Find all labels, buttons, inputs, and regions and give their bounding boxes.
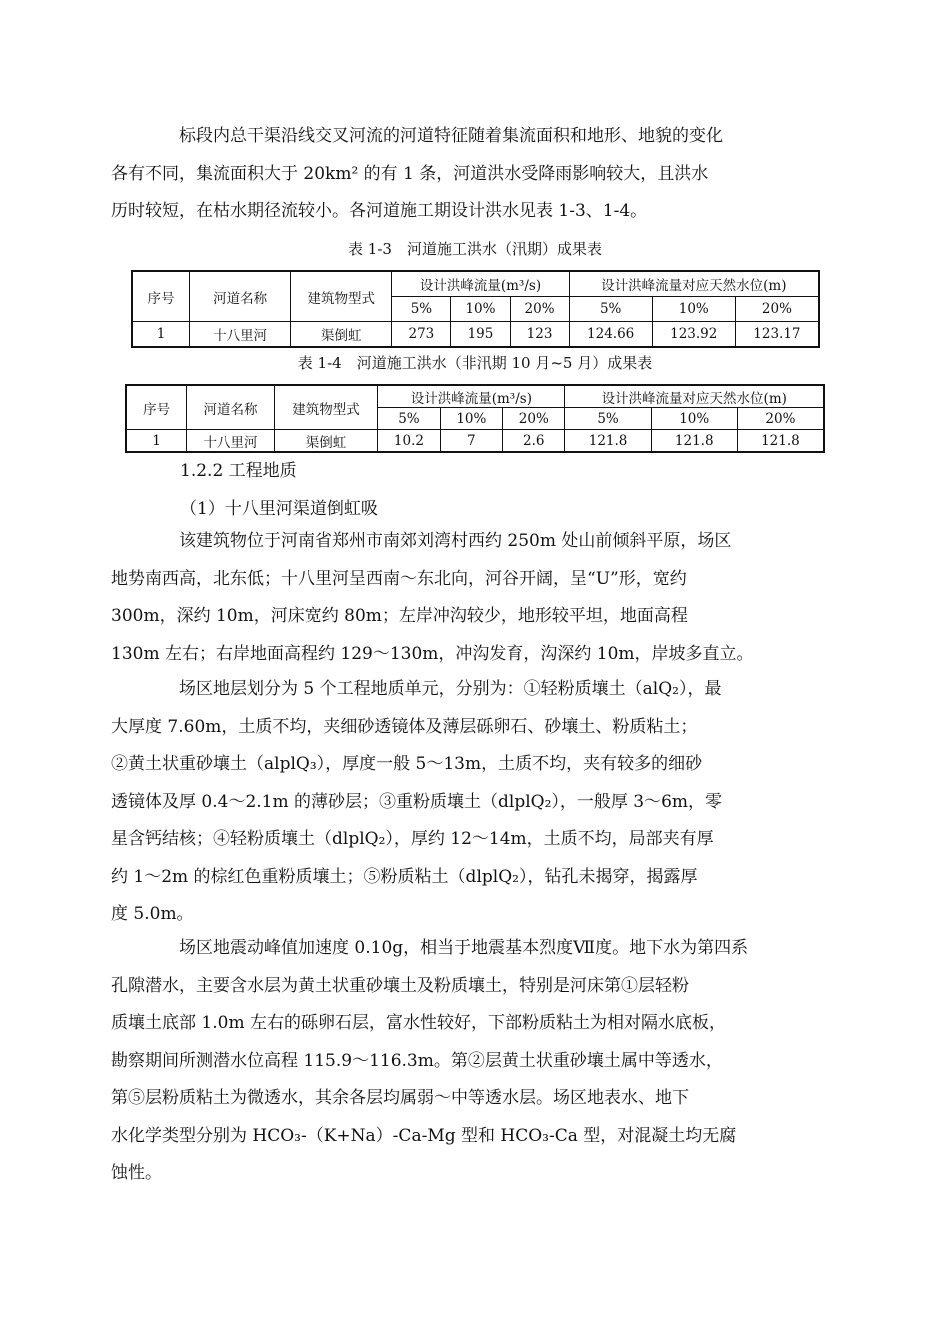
cell-flow-20pct: 123 bbox=[510, 322, 569, 348]
section-heading: 1.2.2 工程地质 bbox=[180, 461, 297, 481]
text-line: 300m，深约 10m，河床宽约 80m；左岸冲沟较少，地形较平坦，地面高程 bbox=[111, 606, 688, 626]
table-row bbox=[126, 430, 824, 453]
header-river-name: 河道名称 bbox=[190, 271, 291, 322]
table-1-4-caption: 表 1-4 河道施工洪水（非汛期 10 月~5 月）成果表 bbox=[297, 354, 653, 372]
text-line: 130m 左右；右岸地面高程约 129～130m，冲沟发育，沟深约 10m，岸坡多直立。 bbox=[111, 643, 754, 664]
cell-flow-10pct: 7 bbox=[440, 430, 502, 453]
cell-level-20pct: 123.17 bbox=[735, 322, 819, 348]
header-level-10pct: 10% bbox=[651, 408, 737, 430]
cell-building-type: 渠倒虹 bbox=[274, 430, 377, 453]
header-river-name: 河道名称 bbox=[187, 385, 275, 430]
header-design-flow: 设计洪峰流量(m³/s) bbox=[392, 271, 569, 297]
header-level-20pct: 20% bbox=[735, 297, 819, 322]
strata-paragraph bbox=[111, 671, 817, 934]
text-line: 度 5.0m。 bbox=[111, 904, 194, 924]
sub-heading: （1）十八里河渠道倒虹吸 bbox=[180, 499, 378, 519]
text-line: 历时较短，在枯水期径流较小。各河道施工期设计洪水见表 1-3、1-4。 bbox=[111, 201, 648, 221]
header-building-type: 建筑物型式 bbox=[291, 271, 392, 322]
header-design-water-level: 设计洪峰流量对应天然水位(m) bbox=[565, 385, 824, 408]
header-flow-5pct: 5% bbox=[392, 297, 451, 322]
header-design-flow: 设计洪峰流量(m³/s) bbox=[378, 385, 565, 408]
header-level-5pct: 5% bbox=[569, 297, 652, 322]
table-1-4 bbox=[125, 384, 825, 453]
text-line: 第⑤层粉质粘土为微透水，其余各层均属弱～中等透水层。场区地表水、地下 bbox=[111, 1088, 689, 1108]
text-line: 勘察期间所测潜水位高程 115.9～116.3m。第②层黄土状重砂壤土属中等透水， bbox=[111, 1050, 723, 1071]
cell-seq: 1 bbox=[132, 322, 190, 348]
cell-flow-5pct: 10.2 bbox=[378, 430, 440, 453]
text-line: ②黄土状重砂壤土（alplQ₃），厚度一般 5～13m，土质不均，夹有较多的细砂 bbox=[111, 754, 703, 774]
text-line: 透镜体及厚 0.4～2.1m 的薄砂层；③重粉质壤土（dlplQ₂），一般厚 3～6m，零 bbox=[111, 791, 723, 812]
header-flow-10pct: 10% bbox=[440, 408, 502, 430]
cell-level-5pct: 121.8 bbox=[565, 430, 651, 453]
cell-level-5pct: 124.66 bbox=[569, 322, 652, 348]
header-flow-20pct: 20% bbox=[503, 408, 565, 430]
header-flow-5pct: 5% bbox=[378, 408, 440, 430]
text-line: 场区地震动峰值加速度 0.10g，相当于地震基本烈度Ⅶ度。地下水为第四系 bbox=[179, 938, 749, 958]
header-design-water-level: 设计洪峰流量对应天然水位(m) bbox=[569, 271, 819, 297]
header-flow-20pct: 20% bbox=[510, 297, 569, 322]
text-line: 各有不同，集流面积大于 20km² 的有 1 条，河道洪水受降雨影响较大，且洪水 bbox=[111, 163, 709, 184]
text-line: 标段内总干渠沿线交叉河流的河道特征随着集流面积和地形、地貌的变化 bbox=[179, 126, 723, 146]
text-line: 地势南西高，北东低；十八里河呈西南～东北向，河谷开阔，呈“U”形，宽约 bbox=[111, 568, 687, 589]
cell-river-name: 十八里河 bbox=[190, 322, 291, 348]
cell-level-10pct: 121.8 bbox=[651, 430, 737, 453]
cell-flow-5pct: 273 bbox=[392, 322, 451, 348]
text-line: 质壤土底部 1.0m 左右的砾卵石层，富水性较好，下部粉质粘土为相对隔水底板， bbox=[111, 1013, 726, 1033]
header-seq: 序号 bbox=[126, 385, 187, 430]
text-line: 场区地层划分为 5 个工程地质单元，分别为：①轻粉质壤土（alQ₂），最 bbox=[179, 679, 722, 699]
text-line: 大厚度 7.60m，土质不均，夹细砂透镜体及薄层砾卵石、砂壤土、粉质粘土； bbox=[111, 716, 698, 737]
table-row bbox=[132, 322, 819, 348]
location-paragraph bbox=[111, 523, 817, 673]
seismic-groundwater-paragraph bbox=[111, 930, 817, 1193]
cell-level-20pct: 121.8 bbox=[737, 430, 824, 453]
header-building-type: 建筑物型式 bbox=[274, 385, 377, 430]
text-line: 星含钙结核；④轻粉质壤土（dlplQ₂），厚约 12～14m，土质不均，局部夹有厚 bbox=[111, 829, 714, 849]
cell-seq: 1 bbox=[126, 430, 187, 453]
header-level-10pct: 10% bbox=[652, 297, 735, 322]
cell-level-10pct: 123.92 bbox=[652, 322, 735, 348]
text-line: 水化学类型分别为 HCO₃-（K+Na）-Ca-Mg 型和 HCO₃-Ca 型，对混凝土均无腐 bbox=[111, 1125, 737, 1146]
header-level-20pct: 20% bbox=[737, 408, 824, 430]
header-flow-10pct: 10% bbox=[451, 297, 510, 322]
text-line: 该建筑物位于河南省郑州市南郊刘湾村西约 250m 处山前倾斜平原，场区 bbox=[179, 531, 732, 551]
cell-river-name: 十八里河 bbox=[187, 430, 275, 453]
cell-flow-10pct: 195 bbox=[451, 322, 510, 348]
cell-flow-20pct: 2.6 bbox=[503, 430, 565, 453]
text-line: 约 1～2m 的棕红色重粉质壤土；⑤粉质粘土（dlplQ₂），钻孔未揭穿，揭露厚 bbox=[111, 866, 698, 887]
text-line: 蚀性。 bbox=[111, 1163, 162, 1183]
header-level-5pct: 5% bbox=[565, 408, 651, 430]
table-1-3-caption: 表 1-3 河道施工洪水（汛期）成果表 bbox=[348, 240, 602, 258]
text-line: 孔隙潜水，主要含水层为黄土状重砂壤土及粉质壤土，特别是河床第①层轻粉 bbox=[111, 975, 689, 996]
table-1-3 bbox=[131, 270, 820, 348]
cell-building-type: 渠倒虹 bbox=[291, 322, 392, 348]
intro-paragraph bbox=[111, 118, 817, 231]
header-seq: 序号 bbox=[132, 271, 190, 322]
